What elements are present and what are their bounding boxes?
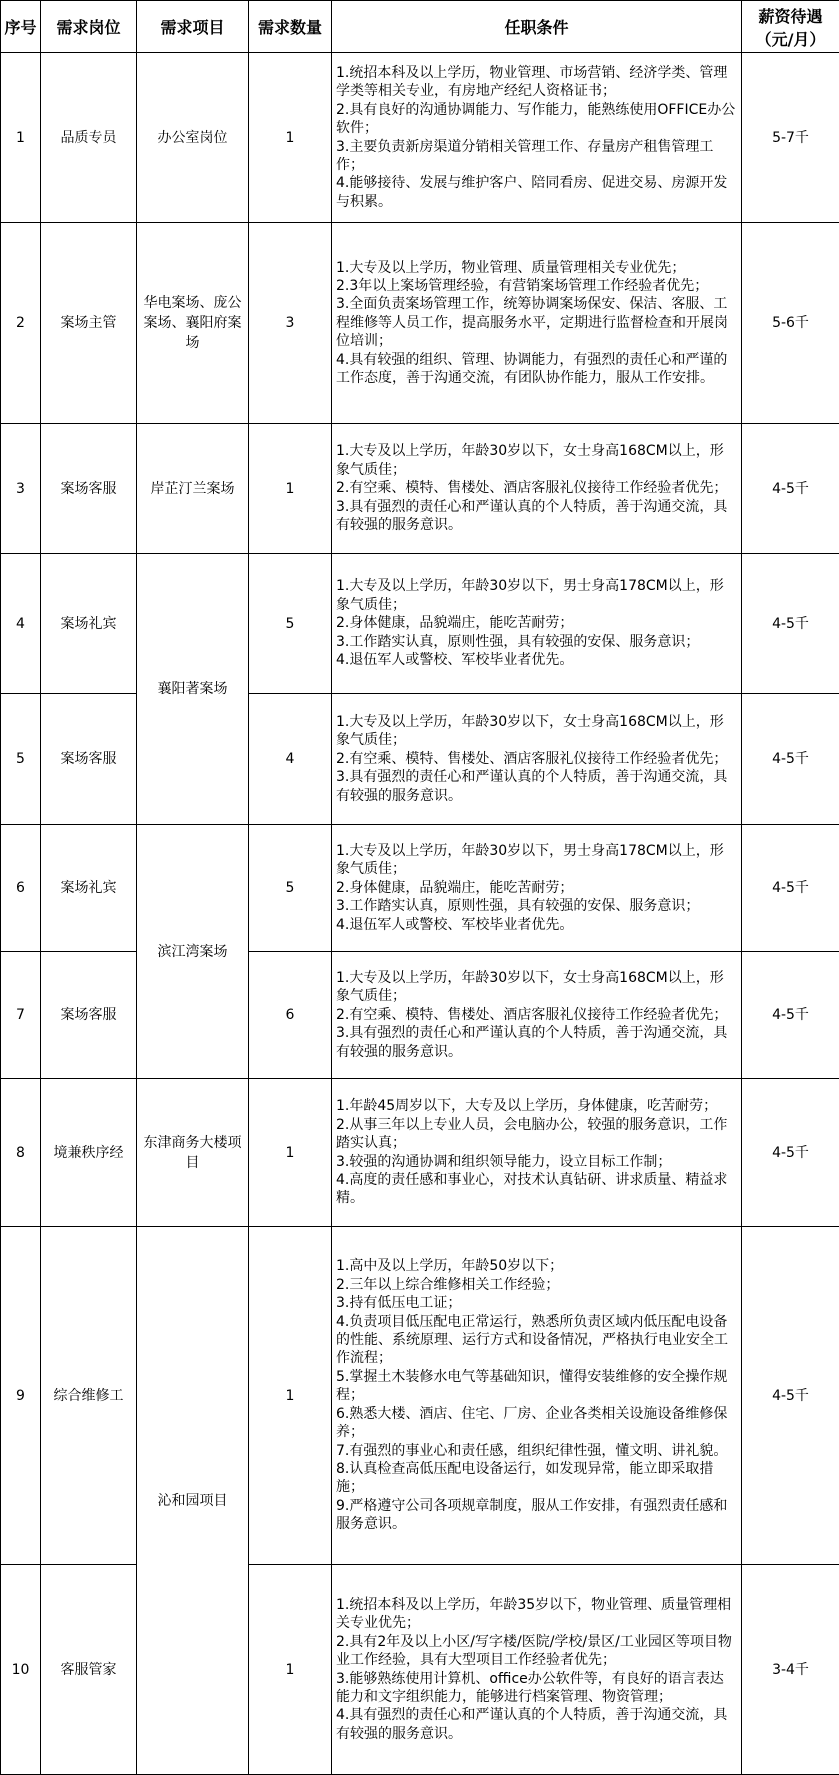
row-salary: 4-5千 <box>742 1079 839 1227</box>
header-requirements: 任职条件 <box>332 1 742 53</box>
row-project: 办公室岗位 <box>137 53 249 223</box>
row-no: 8 <box>1 1079 41 1227</box>
requirement-item: 4.能够接待、发展与维护客户、陪同看房、促进交易、房源开发与积累。 <box>336 174 737 211</box>
row-requirements <box>332 1565 742 1775</box>
requirement-item: 1.统招本科及以上学历，物业管理、市场营销、经济学类、管理学类等相关专业，有房地产经纪人资格证书； <box>336 64 737 101</box>
row-requirements <box>332 53 742 223</box>
requirement-item: 3.工作踏实认真，原则性强，具有较强的安保、服务意识； <box>336 897 737 915</box>
row-requirements <box>332 952 742 1079</box>
row-position: 案场主管 <box>41 223 137 424</box>
requirement-item: 2.身体健康，品貌端庄，能吃苦耐劳； <box>336 614 737 632</box>
requirement-item: 3.具有强烈的责任心和严谨认真的个人特质，善于沟通交流，具有较强的服务意识。 <box>336 1024 737 1061</box>
row-count: 1 <box>249 1079 332 1227</box>
requirement-item: 8.认真检查高低压配电设备运行，如发现异常，能立即采取措施； <box>336 1460 737 1497</box>
table-row <box>1 53 839 223</box>
requirement-item: 3.较强的沟通协调和组织领导能力，设立目标工作制； <box>336 1153 737 1171</box>
row-count: 5 <box>249 825 332 952</box>
row-count: 1 <box>249 424 332 554</box>
requirement-item: 3.工作踏实认真，原则性强，具有较强的安保、服务意识； <box>336 633 737 651</box>
row-position: 案场礼宾 <box>41 554 137 694</box>
table-row <box>1 223 839 424</box>
row-position: 案场客服 <box>41 952 137 1079</box>
requirement-item: 1.大专及以上学历，年龄30岁以下，男士身高178CM以上，形象气质佳； <box>336 577 737 614</box>
header-row <box>1 1 839 53</box>
requirement-item: 2.身体健康，品貌端庄，能吃苦耐劳； <box>336 879 737 897</box>
row-count: 3 <box>249 223 332 424</box>
requirement-item: 4.高度的责任感和事业心，对技术认真钻研、讲求质量、精益求精。 <box>336 1171 737 1208</box>
row-no: 5 <box>1 694 41 825</box>
row-salary: 3-4千 <box>742 1565 839 1775</box>
requirement-item: 9.严格遵守公司各项规章制度，服从工作安排，有强烈责任感和服务意识。 <box>336 1497 737 1534</box>
row-requirements <box>332 223 742 424</box>
requirement-item: 3.具有强烈的责任心和严谨认真的个人特质，善于沟通交流，具有较强的服务意识。 <box>336 768 737 805</box>
row-position: 案场礼宾 <box>41 825 137 952</box>
row-salary: 4-5千 <box>742 952 839 1079</box>
requirement-item: 3.具有强烈的责任心和严谨认真的个人特质，善于沟通交流，具有较强的服务意识。 <box>336 498 737 535</box>
row-position: 境兼秩序经 <box>41 1079 137 1227</box>
requirement-item: 1.大专及以上学历，年龄30岁以下，女士身高168CM以上，形象气质佳； <box>336 442 737 479</box>
requirement-item: 1.大专及以上学历，年龄30岁以下，女士身高168CM以上，形象气质佳； <box>336 713 737 750</box>
requirement-item: 1.大专及以上学历，年龄30岁以下，男士身高178CM以上，形象气质佳； <box>336 842 737 879</box>
row-count: 1 <box>249 1227 332 1565</box>
requirement-item: 1.大专及以上学历，物业管理、质量管理相关专业优先； <box>336 259 737 277</box>
row-requirements <box>332 694 742 825</box>
row-requirements <box>332 1079 742 1227</box>
requirement-item: 4.退伍军人或警校、军校毕业者优先。 <box>336 916 737 934</box>
row-salary: 4-5千 <box>742 825 839 952</box>
row-count: 5 <box>249 554 332 694</box>
requirement-item: 6.熟悉大楼、酒店、住宅、厂房、企业各类相关设施设备维修保养； <box>336 1405 737 1442</box>
requirement-item: 4.具有较强的组织、管理、协调能力，有强烈的责任心和严谨的工作态度，善于沟通交流，有团队协作能力，服从工作安排。 <box>336 351 737 388</box>
table-row <box>1 952 839 1079</box>
requirement-item: 3.主要负责新房渠道分销相关管理工作、存量房产租售管理工作； <box>336 138 737 175</box>
requirement-item: 2.有空乘、模特、售楼处、酒店客服礼仪接待工作经验者优先； <box>336 479 737 497</box>
requirement-item: 1.高中及以上学历，年龄50岁以下； <box>336 1257 737 1275</box>
requirement-item: 5.掌握土木装修水电气等基础知识，懂得安装维修的安全操作规程； <box>336 1368 737 1405</box>
row-project: 华电案场、庞公案场、襄阳府案场 <box>137 223 249 424</box>
row-position: 客服管家 <box>41 1565 137 1775</box>
requirement-item: 3.持有低压电工证； <box>336 1294 737 1312</box>
row-salary: 4-5千 <box>742 694 839 825</box>
requirement-item: 2.3年以上案场管理经验，有营销案场管理工作经验者优先； <box>336 277 737 295</box>
row-project-merged: 沁和园项目 <box>137 1227 249 1775</box>
row-salary: 4-5千 <box>742 554 839 694</box>
row-count: 1 <box>249 1565 332 1775</box>
row-salary: 5-6千 <box>742 223 839 424</box>
requirement-item: 2.具有2年及以上小区/写字楼/医院/学校/景区/工业园区等项目物业工作经验，具有大型项目工作经验者优先； <box>336 1633 737 1670</box>
row-no: 10 <box>1 1565 41 1775</box>
header-salary-line1: 薪资待遇 <box>744 4 837 27</box>
row-position: 品质专员 <box>41 53 137 223</box>
row-position: 案场客服 <box>41 694 137 825</box>
row-count: 1 <box>249 53 332 223</box>
row-no: 6 <box>1 825 41 952</box>
row-no: 4 <box>1 554 41 694</box>
row-project-merged: 襄阳著案场 <box>137 554 249 825</box>
table-row <box>1 1079 839 1227</box>
header-count: 需求数量 <box>249 1 332 53</box>
row-no: 2 <box>1 223 41 424</box>
table-row <box>1 1227 839 1565</box>
row-position: 综合维修工 <box>41 1227 137 1565</box>
header-position: 需求岗位 <box>41 1 137 53</box>
row-requirements <box>332 554 742 694</box>
row-project: 东津商务大楼项目 <box>137 1079 249 1227</box>
row-count: 6 <box>249 952 332 1079</box>
requirement-item: 2.有空乘、模特、售楼处、酒店客服礼仪接待工作经验者优先； <box>336 1006 737 1024</box>
requirement-item: 2.三年以上综合维修相关工作经验； <box>336 1276 737 1294</box>
requirement-item: 2.从事三年以上专业人员，会电脑办公，较强的服务意识，工作踏实认真； <box>336 1116 737 1153</box>
requirement-item: 7.有强烈的事业心和责任感，组织纪律性强，懂文明、讲礼貌。 <box>336 1442 737 1460</box>
row-requirements <box>332 825 742 952</box>
row-requirements <box>332 424 742 554</box>
row-salary: 4-5千 <box>742 424 839 554</box>
requirement-item: 2.有空乘、模特、售楼处、酒店客服礼仪接待工作经验者优先； <box>336 750 737 768</box>
requirement-item: 4.退伍军人或警校、军校毕业者优先。 <box>336 651 737 669</box>
requirement-item: 3.能够熟练使用计算机、office办公软件等，有良好的语言表达能力和文字组织能力，能够进行档案管理、物资管理； <box>336 1670 737 1707</box>
table-row <box>1 424 839 554</box>
requirement-item: 1.大专及以上学历，年龄30岁以下，女士身高168CM以上，形象气质佳； <box>336 969 737 1006</box>
table-row <box>1 554 839 694</box>
table-row <box>1 825 839 952</box>
row-no: 3 <box>1 424 41 554</box>
row-salary: 5-7千 <box>742 53 839 223</box>
row-requirements <box>332 1227 742 1565</box>
requirement-item: 4.负责项目低压配电正常运行，熟悉所负责区域内低压配电设备的性能、系统原理、运行方式和设备情况，严格执行电业安全工作流程； <box>336 1313 737 1368</box>
row-count: 4 <box>249 694 332 825</box>
table-row <box>1 694 839 825</box>
header-salary-line2: （元/月） <box>744 27 837 50</box>
requirement-item: 1.年龄45周岁以下，大专及以上学历，身体健康，吃苦耐劳； <box>336 1097 737 1115</box>
row-no: 1 <box>1 53 41 223</box>
requirement-item: 2.具有良好的沟通协调能力、写作能力，能熟练使用OFFICE办公软件； <box>336 101 737 138</box>
row-no: 9 <box>1 1227 41 1565</box>
row-position: 案场客服 <box>41 424 137 554</box>
row-project-merged: 滨江湾案场 <box>137 825 249 1079</box>
row-project: 岸芷汀兰案场 <box>137 424 249 554</box>
header-project: 需求项目 <box>137 1 249 53</box>
row-salary: 4-5千 <box>742 1227 839 1565</box>
header-salary <box>742 1 839 53</box>
requirement-item: 1.统招本科及以上学历，年龄35岁以下，物业管理、质量管理相关专业优先； <box>336 1596 737 1633</box>
requirement-item: 3.全面负责案场管理工作，统筹协调案场保安、保洁、客服、工程维修等人员工作，提高服务水平，定期进行监督检查和开展岗位培训； <box>336 295 737 350</box>
header-no: 序号 <box>1 1 41 53</box>
requirement-item: 4.具有强烈的责任心和严谨认真的个人特质，善于沟通交流，具有较强的服务意识。 <box>336 1706 737 1743</box>
row-no: 7 <box>1 952 41 1079</box>
table-row <box>1 1565 839 1775</box>
